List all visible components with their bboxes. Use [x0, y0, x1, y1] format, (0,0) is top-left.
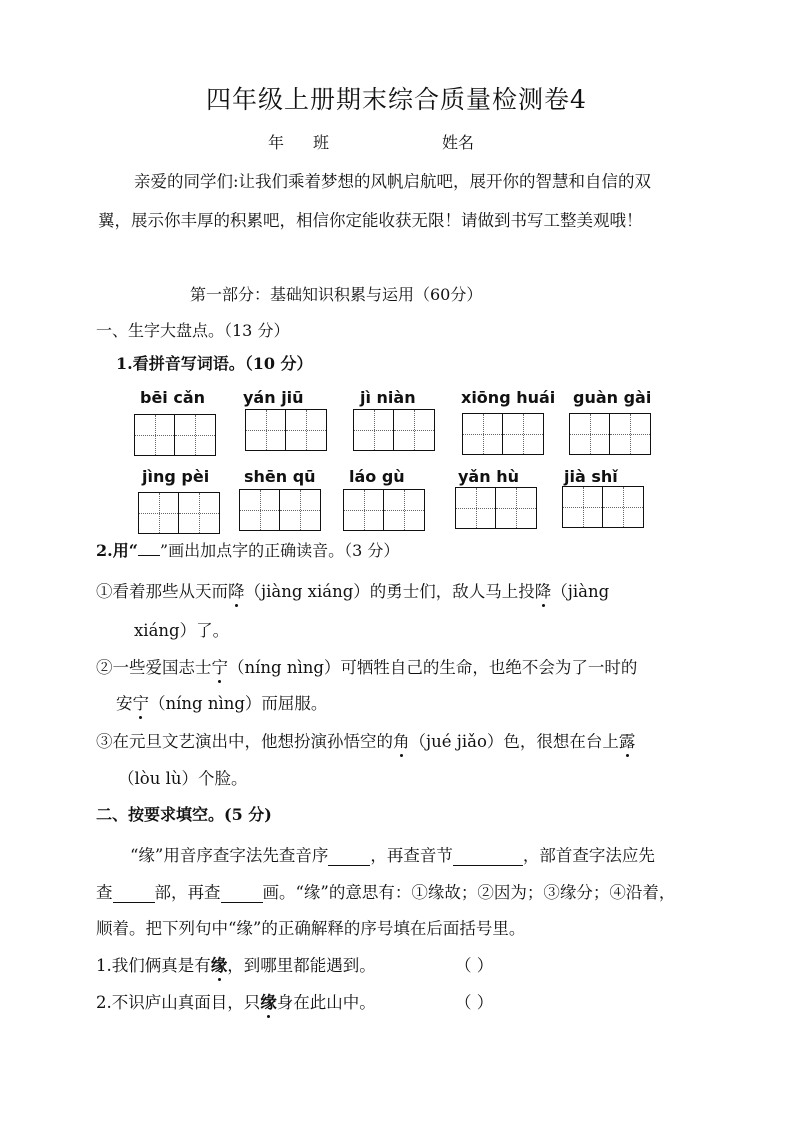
text: 安	[116, 694, 133, 713]
pinyin-label: shēn qū	[244, 467, 316, 486]
answer-blank[interactable]	[328, 846, 370, 866]
pinyin-label: jì niàn	[360, 388, 416, 407]
writing-grid[interactable]	[245, 409, 327, 451]
q2-item-3-cont: （lòu lù）个脸。	[118, 769, 248, 788]
pinyin-label: yán jiū	[243, 388, 304, 407]
q2-prefix: 2.用“	[96, 541, 138, 560]
dotted-char: 露	[619, 728, 636, 752]
pinyin-label: láo gù	[349, 467, 405, 486]
writing-grid[interactable]	[462, 413, 544, 455]
pinyin-label: jìng pèi	[142, 467, 210, 486]
answer-paren[interactable]: （ ）	[455, 956, 494, 975]
writing-grid[interactable]	[455, 487, 537, 529]
answer-blank[interactable]	[113, 883, 155, 903]
page-title: 四年级上册期末综合质量检测卷4	[206, 85, 587, 114]
text: （níng nìng）可牺牲自己的生命，也绝不会为了一时的	[228, 658, 638, 677]
fill-line-3: 顺着。把下列句中“缘”的正确解释的序号填在后面括号里。	[96, 919, 526, 938]
name-label: 姓名	[442, 133, 475, 152]
grade-label: 年	[268, 133, 285, 152]
text: “缘”用音序查字法先查音序	[130, 846, 329, 865]
writing-grid[interactable]	[353, 409, 435, 451]
q1-heading: 1.看拼音写词语。（10 分）	[116, 354, 313, 373]
dotted-char: 宁	[133, 690, 150, 714]
section1-heading: 一、生字大盘点。（13 分）	[96, 321, 290, 340]
dotted-char: 角	[393, 728, 410, 752]
text: ③在元旦文艺演出中，他想扮演孙悟空的	[96, 732, 393, 751]
writing-grid[interactable]	[562, 486, 644, 528]
dotted-char: 降	[228, 578, 245, 602]
text: 部，再查	[154, 883, 221, 902]
q2-item-1-cont: xiáng）了。	[134, 621, 230, 640]
pinyin-label: yǎn hù	[458, 467, 519, 486]
text: ，部首查字法应先	[522, 846, 655, 865]
q2-item-2	[96, 654, 637, 678]
dotted-char: 缘	[211, 952, 228, 976]
pinyin-label: guàn gài	[573, 388, 652, 407]
text: ，再查音节	[370, 846, 453, 865]
text: （jiàng	[551, 582, 610, 601]
writing-grid[interactable]	[343, 489, 425, 531]
text: （jué jiǎo）色，很想在台上	[409, 732, 619, 751]
writing-grid[interactable]	[134, 414, 216, 456]
text: ①看着那些从天而	[96, 582, 228, 601]
q2-item-3	[96, 728, 635, 752]
dotted-char: 宁	[212, 654, 229, 678]
pinyin-label: xiōng huái	[461, 388, 556, 407]
q2-item-2-cont	[116, 690, 327, 714]
answer-blank[interactable]	[453, 846, 523, 866]
text: 查	[96, 883, 113, 902]
writing-grid[interactable]	[138, 492, 220, 534]
section2-heading: 二、按要求填空。(5 分)	[96, 805, 272, 824]
text: （jiàng xiáng）的勇士们，敌人马上投	[244, 582, 535, 601]
text: ，到哪里都能遇到。	[227, 956, 376, 975]
text: （níng nìng）而屈服。	[149, 694, 328, 713]
answer-blank[interactable]	[221, 883, 263, 903]
text: 身在此山中。	[276, 993, 376, 1012]
pinyin-label: bēi cǎn	[140, 388, 206, 407]
class-label: 班	[313, 133, 330, 152]
answer-paren[interactable]: （ ）	[455, 993, 494, 1012]
fill-line-1	[130, 842, 655, 866]
dotted-char: 缘	[260, 989, 277, 1013]
intro-line-1: 亲爱的同学们:让我们乘着梦想的风帆启航吧，展开你的智慧和自信的双	[134, 172, 652, 191]
part1-heading: 第一部分：基础知识积累与运用（60分）	[190, 285, 483, 304]
writing-grid[interactable]	[239, 489, 321, 531]
text: 2.不识庐山真面目，只	[96, 993, 261, 1012]
intro-line-2: 翼，展示你丰厚的积累吧，相信你定能收获无限！请做到书写工整美观哦！	[98, 211, 643, 230]
underline-sample	[138, 541, 160, 556]
dotted-char: 降	[535, 578, 552, 602]
writing-grid[interactable]	[569, 413, 651, 455]
sentence-2	[96, 989, 376, 1013]
q2-suffix: ”画出加点字的正确读音。（3 分）	[159, 541, 400, 560]
text: ②一些爱国志士	[96, 658, 212, 677]
q2-heading	[96, 538, 399, 561]
fill-line-2	[96, 879, 675, 903]
text: 1.我们俩真是有	[96, 956, 211, 975]
sentence-1	[96, 952, 376, 976]
pinyin-label: jià shǐ	[564, 467, 618, 486]
q2-item-1	[96, 578, 609, 602]
text: 画。“缘”的意思有：①缘故；②因为；③缘分；④沿着，	[262, 883, 676, 902]
